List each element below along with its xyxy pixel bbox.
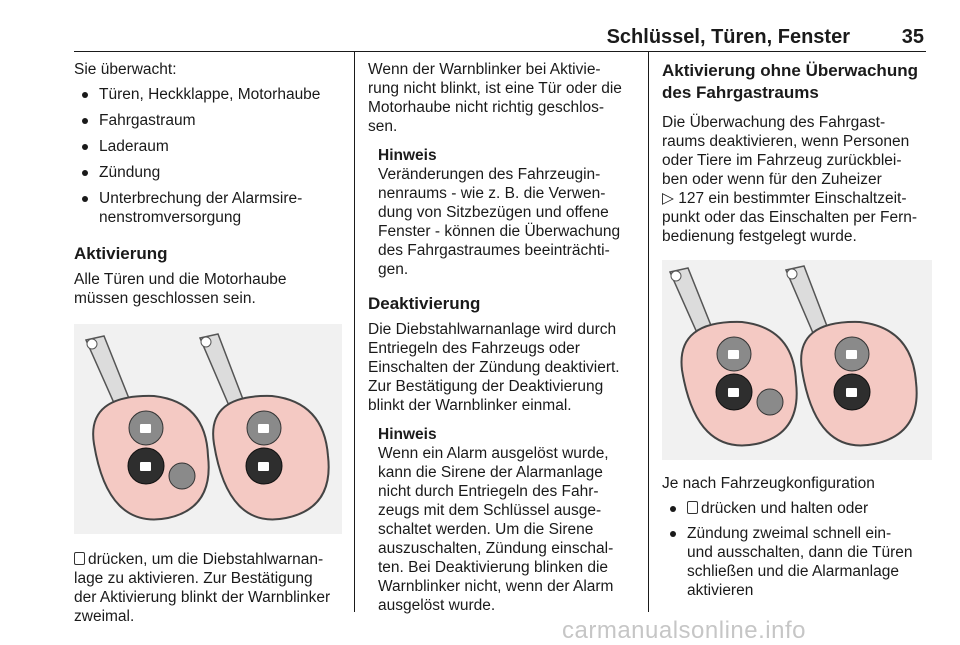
column-divider-1: [354, 52, 355, 612]
activation-failure-text: Wenn der Warnblinker bei Aktivie- rung nicht blinkt, ist eine Tür oder die Motorhaube nicht richtig geschlos- sen.: [368, 61, 622, 135]
column-divider-2: [648, 52, 649, 612]
list-item: Fahrgastraum: [74, 111, 344, 130]
key-fob-right: [200, 334, 329, 519]
key-fob-left: [670, 268, 797, 445]
hint-text: Veränderungen des Fahrzeugin- nenraums - wie z. B. die Verwen- dung von Sitzbezügen und offene Fenster - können die Überwachung des Fahrgastraumes beeinträchti- gen.: [378, 166, 621, 278]
hint-title: Hinweis: [378, 147, 437, 164]
key-fob-left: [86, 336, 209, 519]
bullet-icon: [82, 196, 88, 202]
hint-box-2: [368, 425, 638, 615]
key-fob-figure-1: [74, 324, 342, 534]
section-heading-no-interior: Aktivierung ohne Überwachung des Fahrgastraums: [662, 61, 918, 102]
column-2: [368, 60, 638, 615]
header-rule: [74, 51, 926, 52]
watermark: carmanualsonline.info: [562, 617, 806, 644]
reference-arrow-icon: ▷: [662, 190, 674, 207]
key-fob-illustration: [662, 260, 932, 460]
bullet-icon: [670, 506, 676, 512]
key-fob-figure-2: [662, 260, 932, 460]
hint-text: Wenn ein Alarm ausgelöst wurde, kann die Sirene der Alarmanlage nicht durch Entriegeln des Fahr- zeugs mit dem Schlüssel ausge- schaltet werden. Um die Sirene auszuschalten, Zündung einschal- ten. Bei Deaktivierung blinken die Warnblinker nicht, wenn der Alarm ausgelöst wurde.: [378, 445, 614, 614]
bullet-icon: [82, 118, 88, 124]
list-item: Zündung zweimal schnell ein- und ausschalten, dann die Türen schließen und die Alarmanlage aktivieren: [662, 524, 932, 600]
config-list: [662, 499, 932, 600]
lock-button-icon: [74, 552, 85, 565]
column-1: [74, 60, 344, 626]
section-heading-activation: Aktivierung: [74, 244, 168, 263]
list-item: Zündung: [74, 163, 344, 182]
list-item: Unterbrechung der Alarmsire- nenstromversorgung: [74, 189, 344, 227]
monitored-list: [74, 85, 344, 227]
bullet-icon: [82, 144, 88, 150]
activation-text: Alle Türen und die Motorhaube müssen geschlossen sein.: [74, 271, 287, 307]
deactivation-text: Die Diebstahlwarnanlage wird durch Entriegeln des Fahrzeugs oder Einschalten der Zündung deaktiviert. Zur Bestätigung der Deaktivierung blinkt der Warnblinker einmal.: [368, 321, 620, 414]
list-item: drücken und halten oder: [662, 499, 932, 518]
section-heading-deactivation: Deaktivierung: [368, 294, 481, 313]
intro-text: Sie überwacht:: [74, 61, 177, 78]
list-item: Laderaum: [74, 137, 344, 156]
bullet-icon: [82, 92, 88, 98]
no-interior-text: Die Überwachung des Fahrgast- raums deaktivieren, wenn Personen oder Tiere im Fahrzeug zurückblei- ben oder wenn für den Zuheizer ▷ 127 ein bestimmter Einschaltzeit- punkt oder das Einschalten per Fern- bedienung festgelegt wurde.: [662, 114, 918, 245]
page-title: Schlüssel, Türen, Fenster: [606, 26, 850, 48]
config-intro: Je nach Fahrzeugkonfiguration: [662, 475, 875, 492]
lock-button-icon: [687, 501, 698, 514]
list-item: Türen, Heckklappe, Motorhaube: [74, 85, 344, 104]
key-fob-right: [786, 266, 917, 445]
column-3: [662, 60, 932, 600]
hint-box-1: [368, 146, 638, 279]
hint-title: Hinweis: [378, 426, 437, 443]
bullet-icon: [82, 170, 88, 176]
page-number: 35: [901, 26, 924, 48]
page-header: [74, 0, 926, 52]
key-fob-illustration: [74, 324, 342, 534]
activation-caption: drücken, um die Diebstahlwarnan- lage zu aktivieren. Zur Bestätigung der Aktivierung blinkt der Warnblinker zweimal.: [74, 551, 331, 625]
bullet-icon: [670, 531, 676, 537]
